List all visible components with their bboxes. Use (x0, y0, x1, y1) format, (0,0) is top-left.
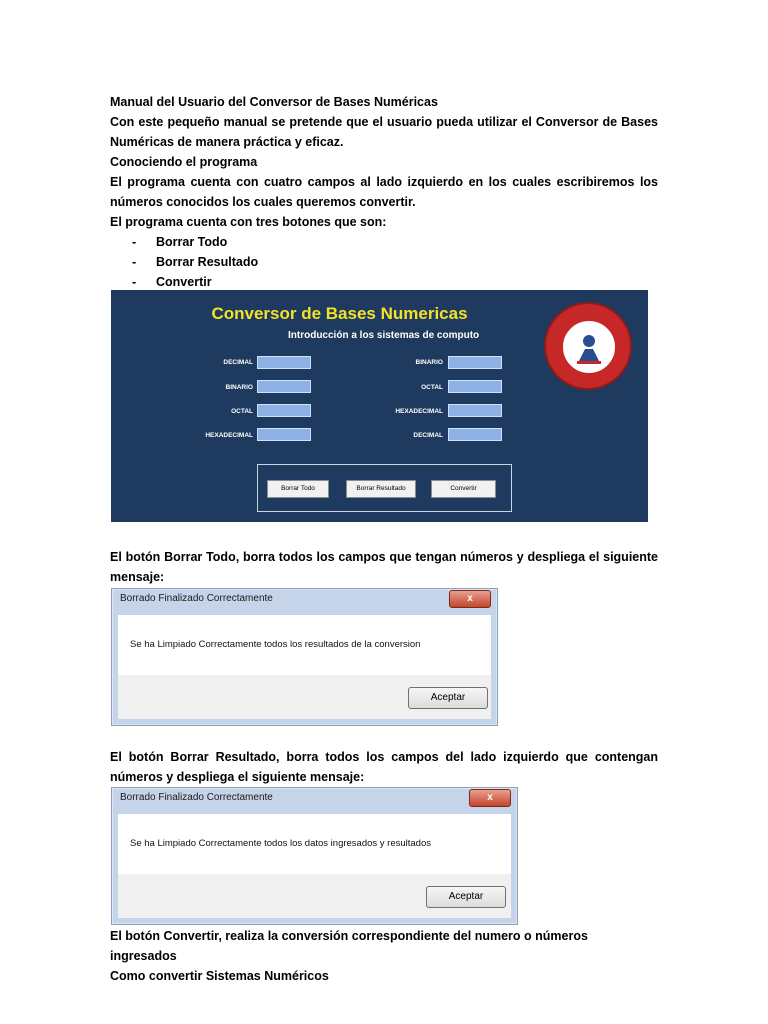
aceptar-button[interactable]: Aceptar (426, 886, 506, 908)
dialog-message: Se ha Limpiado Correctamente todos los resultados de la conversion (130, 639, 421, 650)
close-icon: x (467, 593, 473, 604)
decimal-result (448, 428, 502, 441)
convertir-button[interactable]: Convertir (431, 480, 496, 498)
borrar-resultado-paragraph: El botón Borrar Resultado, borra todos los campos del lado izquierdo que contengan números y despliega el siguiente mensaje: (110, 750, 659, 784)
dialog-titlebar (112, 589, 497, 611)
field-label-decimal: DECIMAL (223, 359, 253, 366)
dialog-footer (118, 874, 511, 918)
result-label-hexadecimal: HEXADECIMAL (395, 408, 443, 415)
document-top (110, 92, 658, 292)
borrar-resultado-button[interactable]: Borrar Resultado (346, 480, 416, 498)
dialog-body (118, 814, 511, 874)
university-seal-logo (544, 302, 632, 390)
dialog-body (118, 615, 491, 675)
dialog-message: Se ha Limpiado Correctamente todos los datos ingresados y resultados (130, 838, 432, 849)
borrar-todo-paragraph: El botón Borrar Todo, borra todos los campos que tengan números y despliega el siguiente mensaje: (110, 550, 658, 584)
field-label-binario: BINARIO (225, 384, 253, 391)
close-button[interactable] (469, 789, 511, 807)
section-heading: Conociendo el programa (110, 155, 258, 169)
seal-emblem-icon (562, 320, 616, 374)
dialog-titlebar (112, 788, 517, 810)
decimal-input[interactable] (257, 356, 311, 369)
converter-app-screenshot (111, 290, 648, 522)
result-label-decimal: DECIMAL (413, 432, 443, 439)
buttons-list (110, 232, 658, 292)
close-icon: x (487, 792, 493, 803)
binario-input[interactable] (257, 380, 311, 393)
result-label-octal: OCTAL (421, 384, 443, 391)
dialog-borrado-resultado (111, 787, 518, 925)
dialog-title: Borrado Finalizado Correctamente (120, 792, 273, 803)
list-item: - Convertir (132, 275, 212, 289)
borrar-todo-button[interactable]: Borrar Todo (267, 480, 329, 498)
list-item: - Borrar Resultado (132, 255, 259, 269)
dialog-title: Borrado Finalizado Correctamente (120, 593, 273, 604)
binario-result (448, 356, 502, 369)
document-title: Manual del Usuario del Conversor de Bases Numéricas (110, 95, 438, 109)
octal-input[interactable] (257, 404, 311, 417)
app-title: Conversor de Bases Numericas (211, 304, 468, 323)
close-button[interactable] (449, 590, 491, 608)
dialog-borrado-todo (111, 588, 498, 726)
section-heading: Como convertir Sistemas Numéricos (110, 969, 329, 983)
aceptar-button[interactable]: Aceptar (408, 687, 488, 709)
app-subtitle: Introducción a los sistemas de computo (288, 330, 480, 341)
buttons-paragraph: El programa cuenta con tres botones que son: (110, 215, 387, 229)
field-label-octal: OCTAL (231, 408, 253, 415)
hexadecimal-input[interactable] (257, 428, 311, 441)
intro-paragraph: Con este pequeño manual se pretende que el usuario pueda utilizar el Conversor de Bases Numéricas de manera práctica y eficaz. (110, 115, 658, 149)
convertir-paragraph: El botón Convertir, realiza la conversión correspondiente del numero o números ingresados (110, 929, 588, 963)
octal-result (448, 380, 502, 393)
list-item: - Borrar Todo (132, 235, 228, 249)
result-label-binario: BINARIO (415, 359, 443, 366)
dialog-footer (118, 675, 491, 719)
field-label-hexadecimal: HEXADECIMAL (205, 432, 253, 439)
fields-paragraph: El programa cuenta con cuatro campos al lado izquierdo en los cuales escribiremos los números conocidos los cuales queremos convertir. (110, 175, 658, 209)
hexadecimal-result (448, 404, 502, 417)
